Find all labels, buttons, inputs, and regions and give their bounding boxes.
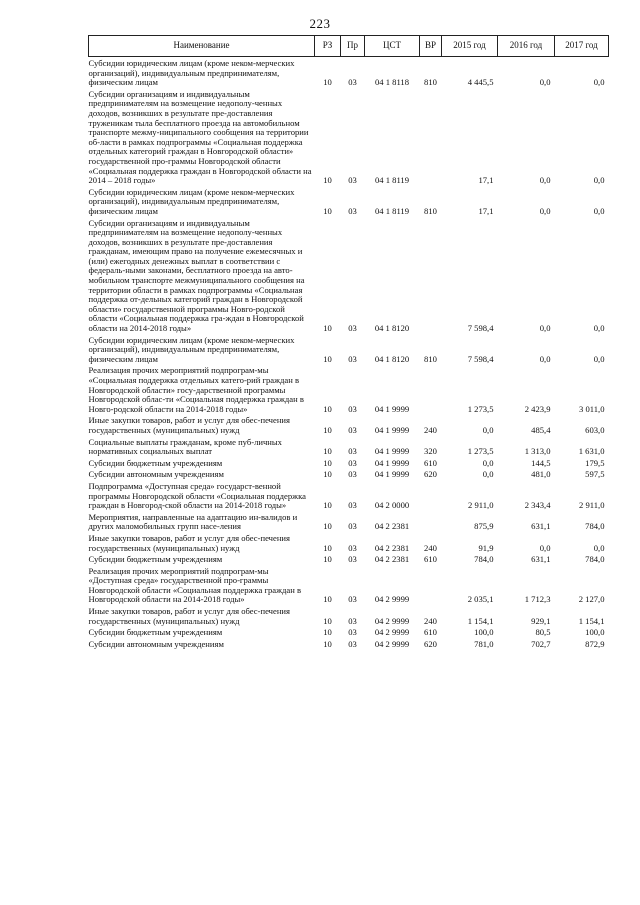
row-cst: 04 1 9999: [374, 457, 410, 468]
row-pr: 03: [348, 615, 357, 626]
row-rz: 10: [323, 205, 332, 216]
row-rz: 10: [323, 403, 332, 414]
row-name: Иные закупки товаров, работ и услуг для обес-печения государственных (муниципальных) нужд: [88, 606, 290, 626]
row-value-2015: 1 154,1: [467, 615, 494, 626]
row-pr: 03: [348, 542, 357, 553]
row-cst: 04 1 8120: [374, 353, 410, 364]
row-pr: 03: [348, 469, 357, 480]
header-2015: 2015 год: [442, 36, 498, 57]
row-rz: 10: [323, 638, 332, 649]
row-value-2015: 0,0: [482, 469, 494, 480]
row-value-2016: 702,7: [531, 638, 551, 649]
row-value-2016: 1 313,0: [524, 446, 551, 457]
header-rz: РЗ: [315, 36, 341, 57]
row-value-2016: 0,0: [539, 542, 551, 553]
row-cst: 04 2 0000: [374, 500, 410, 511]
row-vr: 320: [424, 446, 437, 457]
row-value-2015: 2 911,0: [468, 500, 494, 511]
table-row: [89, 186, 609, 217]
row-value-2017: 784,0: [585, 521, 605, 532]
row-cst: 04 2 9999: [374, 627, 410, 638]
table-row: [89, 414, 609, 435]
row-name: Реализация прочих мероприятий подпрограм-мы «Доступная среда» государственной про-граммы Новгородской области «Социальная поддержка граждан в Новгородской области на 2014-2018 годы»: [88, 565, 302, 605]
row-rz: 10: [323, 627, 332, 638]
row-value-2016: 144,5: [531, 457, 551, 468]
table-row: [89, 364, 609, 414]
row-value-2016: 631,1: [531, 521, 551, 532]
header-cst: ЦСТ: [365, 36, 420, 57]
row-value-2016: 0,0: [539, 175, 551, 186]
row-name: Иные закупки товаров, работ и услуг для обес-печения государственных (муниципальных) нужд: [88, 532, 290, 553]
table-body: [89, 57, 609, 650]
row-vr: 620: [424, 638, 437, 649]
row-value-2015: 2 035,1: [467, 594, 494, 605]
row-cst: 04 1 9999: [374, 469, 410, 480]
row-value-2017: 0,0: [593, 205, 605, 216]
row-cst: 04 1 9999: [374, 424, 410, 435]
row-cst: 04 2 9999: [374, 638, 410, 649]
row-value-2015: 0,0: [482, 424, 494, 435]
row-name: Иные закупки товаров, работ и услуг для обес-печения государственных (муниципальных) нужд: [88, 415, 290, 435]
row-value-2016: 0,0: [539, 323, 551, 334]
row-value-2016: 929,1: [531, 615, 551, 626]
row-rz: 10: [323, 521, 332, 532]
row-value-2015: 4 445,5: [467, 77, 494, 88]
header-vr: ВР: [420, 36, 442, 57]
row-pr: 03: [348, 353, 357, 364]
row-value-2017: 603,0: [585, 424, 605, 435]
row-pr: 03: [348, 424, 357, 435]
row-value-2016: 2 423,9: [524, 403, 551, 414]
row-value-2015: 7 598,4: [467, 353, 494, 364]
row-name: Субсидии бюджетным учреждениям: [88, 627, 223, 638]
row-value-2017: 0,0: [593, 353, 605, 364]
page-number: 223: [309, 16, 331, 31]
row-value-2015: 1 273,5: [467, 403, 494, 414]
row-name: Субсидии бюджетным учреждениям: [88, 554, 223, 565]
table-row: [89, 532, 609, 553]
row-rz: 10: [323, 615, 332, 626]
row-name: Реализация прочих мероприятий подпрограм-мы «Социальная поддержка отдельных катего-рий граждан в Новгородской области» госу-дарственной программы Новгородской облас-ти «Социальная поддержка граждан в Новго-родской области на 2014-2018 годы»: [88, 365, 304, 414]
table-row: [89, 605, 609, 626]
row-value-2015: 100,0: [474, 627, 494, 638]
row-cst: 04 1 8119: [374, 175, 410, 186]
row-value-2017: 0,0: [593, 77, 605, 88]
row-rz: 10: [323, 353, 332, 364]
row-vr: [420, 511, 442, 532]
row-rz: 10: [323, 175, 332, 186]
row-value-2016: 481,0: [531, 469, 551, 480]
header-2017: 2017 год: [555, 36, 609, 57]
row-rz: 10: [323, 323, 332, 334]
row-pr: 03: [348, 205, 357, 216]
row-value-2015: 7 598,4: [467, 323, 494, 334]
table-row: [89, 553, 609, 565]
table-row: [89, 626, 609, 638]
row-value-2017: 0,0: [593, 323, 605, 334]
row-vr: [420, 480, 442, 511]
table-row: [89, 468, 609, 480]
row-value-2017: 2 127,0: [578, 594, 605, 605]
row-value-2017: 872,9: [585, 638, 605, 649]
row-value-2017: 179,5: [585, 457, 605, 468]
row-rz: 10: [323, 469, 332, 480]
row-value-2017: 3 011,0: [579, 403, 605, 414]
row-pr: 03: [348, 403, 357, 414]
row-name: Субсидии юридическим лицам (кроме неком-мерческих организаций), индивидуальным предпринимателям, физическим лицам: [88, 58, 295, 88]
row-value-2016: 631,1: [531, 554, 551, 565]
row-pr: 03: [348, 77, 357, 88]
row-value-2015: 784,0: [474, 554, 494, 565]
table-row: [89, 57, 609, 88]
row-rz: 10: [323, 77, 332, 88]
row-name: Мероприятия, направленные на адаптацию ин-валидов и других маломобильных групп насе-ления: [88, 511, 298, 532]
row-value-2016: 485,4: [531, 424, 551, 435]
row-cst: 04 2 2381: [374, 521, 410, 532]
row-rz: 10: [323, 594, 332, 605]
row-value-2017: 597,5: [585, 469, 605, 480]
table-row: [89, 457, 609, 469]
row-pr: 03: [348, 323, 357, 334]
row-value-2017: 2 911,0: [579, 500, 605, 511]
row-vr: [420, 364, 442, 414]
table-row: [89, 480, 609, 511]
row-name: Субсидии бюджетным учреждениям: [88, 457, 223, 468]
row-value-2017: 1 154,1: [578, 615, 605, 626]
row-rz: 10: [323, 554, 332, 565]
row-vr: 610: [424, 457, 437, 468]
row-rz: 10: [323, 500, 332, 511]
row-cst: 04 2 2381: [374, 554, 410, 565]
header-name: Наименование: [89, 36, 315, 57]
row-vr: [420, 217, 442, 334]
table-row: [89, 638, 609, 650]
row-vr: 240: [424, 424, 437, 435]
row-name: Субсидии юридическим лицам (кроме неком-мерческих организаций), индивидуальным предпринимателям, физическим лицам: [88, 186, 295, 216]
row-pr: 03: [348, 446, 357, 457]
row-value-2016: 0,0: [539, 353, 551, 364]
row-name: Социальные выплаты гражданам, кроме пуб-личных нормативных социальных выплат: [88, 436, 282, 457]
row-pr: 03: [348, 594, 357, 605]
row-name: Субсидии юридическим лицам (кроме неком-мерческих организаций), индивидуальным предпринимателям, физическим лицам: [88, 334, 295, 364]
row-value-2015: 875,9: [474, 521, 494, 532]
row-value-2017: 0,0: [593, 542, 605, 553]
row-value-2015: 91,9: [478, 542, 494, 553]
row-pr: 03: [348, 554, 357, 565]
row-cst: 04 1 8120: [374, 323, 410, 334]
row-vr: 810: [424, 353, 437, 364]
row-value-2015: 17,1: [478, 175, 494, 186]
row-cst: 04 1 8119: [374, 205, 410, 216]
table-header-row: [89, 36, 609, 57]
row-vr: [420, 88, 442, 186]
row-pr: 03: [348, 627, 357, 638]
row-name: Субсидии организациям и индивидуальным предпринимателям на возмещение недополу-ченных доходов, возникших в результате пре-доставления гражданам, имеющим право на получение ежемесячных и (или) ежегодных денежных выплат в соответствии с федераль-ными законами, бесплатного проезда на авто-мобильном транспорте межмуниципального сообщения на территории области в рамках подпрограммы «Социальная поддержка от-дельных категорий граждан в Новгородской области» государственной программы Новго-родской области «Социальная поддержка гра-ждан в Новгородской области на 2014-2018 годы»: [88, 217, 305, 334]
row-value-2017: 100,0: [585, 627, 605, 638]
row-vr: 610: [424, 627, 437, 638]
header-2016: 2016 год: [498, 36, 555, 57]
table-row: [89, 88, 609, 186]
row-value-2015: 1 273,5: [467, 446, 494, 457]
row-vr: 240: [424, 542, 437, 553]
row-value-2015: 781,0: [474, 638, 494, 649]
row-vr: 620: [424, 469, 437, 480]
row-vr: [420, 565, 442, 605]
row-value-2017: 1 631,0: [578, 446, 605, 457]
row-rz: 10: [323, 424, 332, 435]
row-value-2016: 2 343,4: [524, 500, 551, 511]
row-value-2016: 0,0: [539, 205, 551, 216]
row-rz: 10: [323, 457, 332, 468]
header-pr: Пр: [341, 36, 365, 57]
row-pr: 03: [348, 500, 357, 511]
row-value-2017: 0,0: [593, 175, 605, 186]
row-value-2015: 0,0: [482, 457, 494, 468]
budget-table: [88, 35, 609, 649]
row-value-2016: 1 712,3: [524, 594, 551, 605]
row-vr: 610: [424, 554, 437, 565]
row-rz: 10: [323, 446, 332, 457]
row-pr: 03: [348, 521, 357, 532]
row-vr: 810: [424, 205, 437, 216]
row-cst: 04 2 9999: [374, 594, 410, 605]
row-value-2015: 17,1: [478, 205, 494, 216]
row-name: Субсидии автономным учреждениям: [88, 469, 224, 480]
row-cst: 04 1 8118: [374, 77, 410, 88]
table-row: [89, 217, 609, 334]
row-rz: 10: [323, 542, 332, 553]
row-cst: 04 1 9999: [374, 446, 410, 457]
table-row: [89, 565, 609, 605]
row-value-2016: 80,5: [535, 627, 551, 638]
row-pr: 03: [348, 175, 357, 186]
row-name: Субсидии автономным учреждениям: [88, 638, 224, 649]
table-row: [89, 511, 609, 532]
row-value-2016: 0,0: [539, 77, 551, 88]
row-pr: 03: [348, 457, 357, 468]
row-cst: 04 2 2381: [374, 542, 410, 553]
row-cst: 04 1 9999: [374, 403, 410, 414]
row-value-2017: 784,0: [585, 554, 605, 565]
row-vr: 810: [424, 77, 437, 88]
table-row: [89, 436, 609, 457]
row-name: Субсидии организациям и индивидуальным предпринимателям на возмещение недополу-ченных доходов, возникших в результате пре-доставления труженикам тыла бесплатного проезда на автомобильном транспорте межму-ниципального сообщения на территории об-ласти в рамках подпрограммы «Социальная поддержка отдельных категорий граждан в Новгородской области» государственной про-граммы Новгородской области «Социальная поддержка граждан в Новгородской области на 2014 – 2018 годы»: [88, 88, 312, 186]
row-vr: 240: [424, 615, 437, 626]
row-name: Подпрограмма «Доступная среда» государст-венной программы Новгородской области «Социальная поддержка граждан в Новгород-ской области на 2014-2018 годы»: [88, 480, 306, 511]
table-row: [89, 334, 609, 365]
row-pr: 03: [348, 638, 357, 649]
row-cst: 04 2 9999: [374, 615, 410, 626]
